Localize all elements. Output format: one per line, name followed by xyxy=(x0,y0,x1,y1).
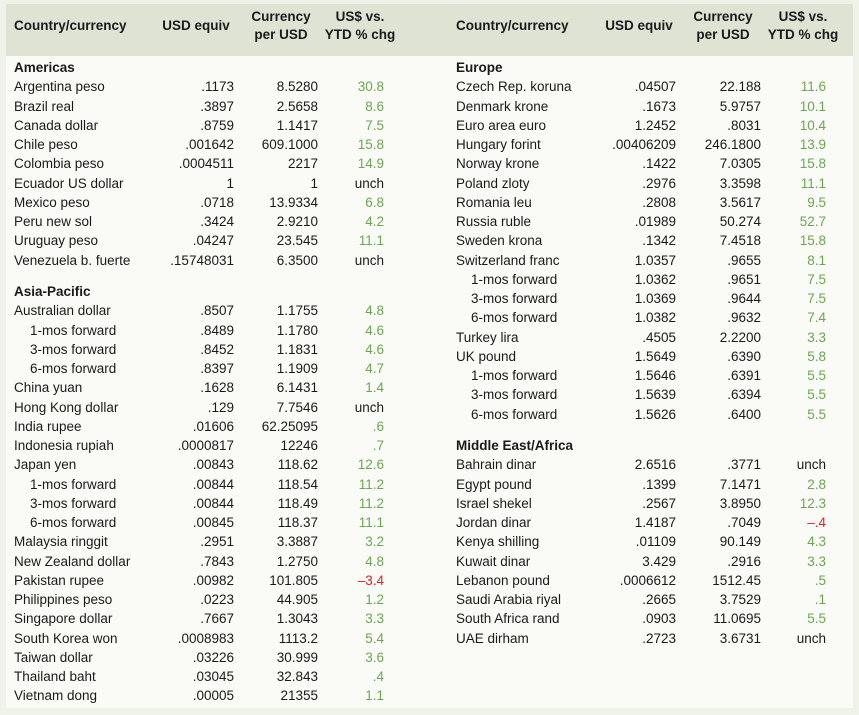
ytd-change-value: 9.5 xyxy=(807,195,826,210)
currency-per-usd-value: .9632 xyxy=(727,310,761,325)
usd-equiv-value: 1.0369 xyxy=(634,291,676,306)
currency-per-usd-value: 1.1417 xyxy=(276,118,318,133)
currency-name: 1-mos forward xyxy=(30,323,117,338)
table-row xyxy=(0,328,859,347)
ytd-change-value: 11.1 xyxy=(800,176,826,191)
ytd-change-value: 3.6 xyxy=(365,650,384,665)
currency-per-usd-value: 7.4518 xyxy=(719,233,761,248)
currency-per-usd-value: 22.188 xyxy=(719,79,761,94)
table-row xyxy=(0,308,859,327)
ytd-change-value: 8.6 xyxy=(365,99,384,114)
currency-per-usd-value: 1.1780 xyxy=(276,323,318,338)
currency-name: Romania leu xyxy=(456,195,532,210)
currency-per-usd-value: 118.62 xyxy=(277,457,318,472)
currency-per-usd-value: 23.545 xyxy=(276,233,318,248)
currency-name: Hong Kong dollar xyxy=(14,400,119,415)
ytd-change-value: .6 xyxy=(372,419,384,434)
currency-per-usd-value: .8031 xyxy=(727,118,761,133)
currency-per-usd-value: 1.1909 xyxy=(276,361,318,376)
table-row xyxy=(0,571,859,590)
ytd-change-value: 4.6 xyxy=(365,342,384,357)
ytd-change-value: 3.3 xyxy=(807,330,826,345)
currency-name: 3-mos forward xyxy=(471,387,558,402)
ytd-change-value: .5 xyxy=(814,573,826,588)
table-row xyxy=(0,590,859,609)
table-row xyxy=(0,552,859,571)
section-title: Middle East/Africa xyxy=(456,438,574,453)
currency-per-usd-value: 3.8950 xyxy=(719,496,761,511)
currency-per-usd-value: 1.1755 xyxy=(276,303,318,318)
currency-name: Saudi Arabia riyal xyxy=(456,592,562,607)
ytd-change-value: 8.1 xyxy=(807,253,826,268)
currency-name: Argentina peso xyxy=(14,79,105,94)
currency-per-usd-value: 609.1000 xyxy=(261,137,318,152)
currency-name: Colombia peso xyxy=(14,156,105,171)
ytd-change-value: 5.5 xyxy=(807,611,826,626)
usd-equiv-value: 1.0357 xyxy=(634,253,676,268)
currency-per-usd-value: .3771 xyxy=(727,457,761,472)
usd-equiv-value: .8397 xyxy=(200,361,234,376)
ytd-change-value: –.4 xyxy=(807,515,826,530)
table-row xyxy=(0,455,859,474)
currency-name: Japan yen xyxy=(14,457,77,472)
usd-equiv-value: .00982 xyxy=(192,573,234,588)
currency-name: Denmark krone xyxy=(456,99,549,114)
table-row xyxy=(0,154,859,173)
currency-name: Poland zloty xyxy=(456,176,530,191)
ytd-change-value: 10.4 xyxy=(799,118,826,133)
usd-equiv-value: .2976 xyxy=(642,176,676,191)
currency-per-usd-value: 2.2200 xyxy=(719,330,761,345)
currency-per-usd-value: 1113.2 xyxy=(278,631,318,646)
table-row xyxy=(0,366,859,385)
currency-per-usd-value: 2.9210 xyxy=(276,214,318,229)
usd-equiv-value: .3424 xyxy=(200,214,234,229)
currency-name: Thailand baht xyxy=(14,669,96,684)
currency-name: Kenya shilling xyxy=(456,534,540,549)
currency-per-usd-value: .7049 xyxy=(727,515,761,530)
currency-per-usd-value: .6390 xyxy=(727,349,761,364)
currency-name: 3-mos forward xyxy=(30,342,117,357)
currency-name: Taiwan dollar xyxy=(14,650,93,665)
table-row xyxy=(0,231,859,250)
ytd-change-value: 5.8 xyxy=(807,349,826,364)
currency-name: Jordan dinar xyxy=(456,515,532,530)
currency-name: 6-mos forward xyxy=(471,310,558,325)
usd-equiv-value: .0008983 xyxy=(177,631,234,646)
usd-equiv-value: 1 xyxy=(226,176,234,191)
currency-per-usd-value: 3.6731 xyxy=(719,631,761,646)
section-title: Asia-Pacific xyxy=(14,284,91,299)
ytd-change-value: .1 xyxy=(814,592,826,607)
usd-equiv-value: .0006612 xyxy=(619,573,676,588)
usd-equiv-value: .2808 xyxy=(642,195,676,210)
currency-per-usd-value: 13.9334 xyxy=(269,195,318,210)
ytd-change-value: 13.9 xyxy=(799,137,826,152)
usd-equiv-value: .3897 xyxy=(200,99,234,114)
currency-name: Venezuela b. fuerte xyxy=(14,253,131,268)
ytd-change-value: 15.8 xyxy=(799,233,826,248)
ytd-change-value: 15.8 xyxy=(357,137,384,152)
ytd-change-value: 7.5 xyxy=(365,118,384,133)
usd-equiv-value: .1673 xyxy=(642,99,676,114)
usd-equiv-value: .01109 xyxy=(635,534,676,549)
header-country-right: Country/currency xyxy=(456,18,569,33)
usd-equiv-value: .03045 xyxy=(192,669,234,684)
currency-name: Bahrain dinar xyxy=(456,457,537,472)
currency-name: 6-mos forward xyxy=(30,515,117,530)
header-country-left: Country/currency xyxy=(14,18,127,33)
currency-per-usd-value: .6394 xyxy=(727,387,761,402)
usd-equiv-value: .04247 xyxy=(192,233,234,248)
header-usd-equiv-left: USD equiv xyxy=(162,18,230,33)
ytd-change-value: .4 xyxy=(372,669,384,684)
usd-equiv-value: .00406209 xyxy=(612,137,676,152)
usd-equiv-value: .1399 xyxy=(642,477,676,492)
usd-equiv-value: .8452 xyxy=(200,342,234,357)
usd-equiv-value: .00005 xyxy=(192,688,234,703)
usd-equiv-value: .7843 xyxy=(200,554,234,569)
usd-equiv-value: 1.5639 xyxy=(634,387,676,402)
usd-equiv-value: .8489 xyxy=(200,323,234,338)
currency-name: Turkey lira xyxy=(456,330,519,345)
table-row xyxy=(0,686,859,705)
usd-equiv-value: .01989 xyxy=(634,214,676,229)
currency-per-usd-value: .2916 xyxy=(727,554,761,569)
currency-name: Ecuador US dollar xyxy=(14,176,124,191)
currency-name: 1-mos forward xyxy=(471,272,558,287)
currency-name: Sweden krona xyxy=(456,233,543,248)
currency-per-usd-value: 7.1471 xyxy=(719,477,761,492)
currency-name: Australian dollar xyxy=(14,303,111,318)
table-row xyxy=(0,193,859,212)
currency-name: Lebanon pound xyxy=(456,573,550,588)
usd-equiv-value: .1628 xyxy=(200,380,234,395)
currency-name: Peru new sol xyxy=(14,214,93,229)
ytd-change-value: 7.5 xyxy=(807,291,826,306)
usd-equiv-value: .00844 xyxy=(192,477,234,492)
table-row xyxy=(0,347,859,366)
currency-per-usd-value: 2217 xyxy=(287,156,318,171)
usd-equiv-value: .0903 xyxy=(642,611,676,626)
usd-equiv-value: .0718 xyxy=(200,195,234,210)
currency-name: Hungary forint xyxy=(456,137,541,152)
currency-name: Egypt pound xyxy=(456,477,532,492)
currency-per-usd-value: 3.5617 xyxy=(719,195,761,210)
currency-per-usd-value: .6400 xyxy=(727,407,761,422)
ytd-change-value: 11.2 xyxy=(358,477,384,492)
header-ytd-left: US$ vs. YTD % chg xyxy=(324,9,396,42)
ytd-change-value: 4.3 xyxy=(807,534,826,549)
currency-name: Uruguay peso xyxy=(14,233,99,248)
currency-per-usd-value: 21355 xyxy=(280,688,318,703)
currency-per-usd-value: 12246 xyxy=(280,438,318,453)
usd-equiv-value: .129 xyxy=(207,400,234,415)
currency-name: 1-mos forward xyxy=(30,477,117,492)
table-row xyxy=(0,532,859,551)
usd-equiv-value: 1.0382 xyxy=(634,310,676,325)
currency-name: Russia ruble xyxy=(456,214,532,229)
usd-equiv-value: .04507 xyxy=(634,79,676,94)
currency-per-usd-value: 30.999 xyxy=(276,650,318,665)
usd-equiv-value: 1.5646 xyxy=(634,368,676,383)
currency-name: Norway krone xyxy=(456,156,540,171)
usd-equiv-value: .4505 xyxy=(642,330,676,345)
usd-equiv-value: .2951 xyxy=(200,534,234,549)
currency-name: Indonesia rupiah xyxy=(14,438,114,453)
usd-equiv-value: .7667 xyxy=(200,611,234,626)
currency-per-usd-value: 1 xyxy=(310,176,318,191)
ytd-change-value: 6.8 xyxy=(365,195,384,210)
ytd-change-value: 3.3 xyxy=(365,611,384,626)
usd-equiv-value: .0223 xyxy=(200,592,234,607)
usd-equiv-value: .15748031 xyxy=(170,253,234,268)
header-usd-equiv-right: USD equiv xyxy=(605,18,673,33)
usd-equiv-value: .1342 xyxy=(642,233,676,248)
currency-name: New Zealand dollar xyxy=(14,554,131,569)
table-row xyxy=(0,135,859,154)
currency-per-usd-value: 32.843 xyxy=(276,669,318,684)
currency-per-usd-value: 118.54 xyxy=(277,477,318,492)
currency-per-usd-value: 44.905 xyxy=(276,592,318,607)
ytd-change-value: .7 xyxy=(372,438,384,453)
currency-name: 3-mos forward xyxy=(30,496,117,511)
currency-per-usd-value: 1.3043 xyxy=(276,611,318,626)
usd-equiv-value: .0000817 xyxy=(177,438,234,453)
table-row xyxy=(0,513,859,532)
currency-per-usd-value: .9644 xyxy=(727,291,761,306)
ytd-change-value: 4.2 xyxy=(365,214,384,229)
currency-per-usd-value: 3.3598 xyxy=(719,176,761,191)
ytd-change-value: 5.4 xyxy=(365,631,384,646)
table-row xyxy=(0,174,859,193)
usd-equiv-value: .001642 xyxy=(185,137,234,152)
currency-per-usd-value: 118.37 xyxy=(277,515,318,530)
currency-name: China yuan xyxy=(14,380,83,395)
currency-per-usd-value: .6391 xyxy=(727,368,761,383)
table-row xyxy=(0,77,859,96)
currency-name: UK pound xyxy=(456,349,517,364)
table-row xyxy=(0,436,859,455)
currency-name: Singapore dollar xyxy=(14,611,113,626)
currency-name: Pakistan rupee xyxy=(14,573,105,588)
currency-name: 6-mos forward xyxy=(471,407,558,422)
ytd-change-value: 4.8 xyxy=(365,554,384,569)
currency-name: 3-mos forward xyxy=(471,291,558,306)
usd-equiv-value: 1.5649 xyxy=(634,349,676,364)
section-title: Americas xyxy=(14,60,75,75)
usd-equiv-value: .0004511 xyxy=(178,156,234,171)
ytd-change-value: unch xyxy=(354,400,384,415)
ytd-change-value: 11.2 xyxy=(358,496,384,511)
currency-per-usd-value: 1.2750 xyxy=(276,554,318,569)
currency-name: Chile peso xyxy=(14,137,78,152)
table-row xyxy=(0,251,859,270)
usd-equiv-value: .2723 xyxy=(642,631,676,646)
currency-per-usd-value: .9655 xyxy=(727,253,761,268)
ytd-change-value: 4.7 xyxy=(365,361,384,376)
currency-per-usd-value: 101.805 xyxy=(269,573,318,588)
usd-equiv-value: .2665 xyxy=(642,592,676,607)
ytd-change-value: 1.1 xyxy=(365,688,384,703)
usd-equiv-value: 1.5626 xyxy=(634,407,676,422)
ytd-change-value: unch xyxy=(796,631,826,646)
currency-name: South Korea won xyxy=(14,631,118,646)
ytd-change-value: unch xyxy=(796,457,826,472)
usd-equiv-value: 1.2452 xyxy=(634,118,676,133)
usd-equiv-value: .1422 xyxy=(642,156,676,171)
currency-per-usd-value: 8.5280 xyxy=(276,79,318,94)
ytd-change-value: –3.4 xyxy=(357,573,384,588)
ytd-change-value: 10.1 xyxy=(799,99,826,114)
table-row xyxy=(0,270,859,289)
usd-equiv-value: 1.4187 xyxy=(634,515,676,530)
usd-equiv-value: 3.429 xyxy=(642,554,676,569)
currency-per-usd-value: 2.5658 xyxy=(276,99,318,114)
table-row xyxy=(0,609,859,628)
currency-per-usd-value: 62.25095 xyxy=(261,419,318,434)
currency-per-usd-value: 11.0695 xyxy=(713,611,761,626)
usd-equiv-value: .2567 xyxy=(642,496,676,511)
currency-per-usd-value: 50.274 xyxy=(719,214,761,229)
table-row xyxy=(0,405,859,424)
currency-name: Philippines peso xyxy=(14,592,113,607)
ytd-change-value: 4.6 xyxy=(365,323,384,338)
table-row xyxy=(0,629,859,648)
currency-name: 1-mos forward xyxy=(471,368,558,383)
ytd-change-value: 2.8 xyxy=(807,477,826,492)
currency-name: South Africa rand xyxy=(456,611,560,626)
ytd-change-value: 11.1 xyxy=(358,515,384,530)
table-row xyxy=(0,97,859,116)
ytd-change-value: unch xyxy=(354,176,384,191)
usd-equiv-value: .00845 xyxy=(192,515,234,530)
usd-equiv-value: .00843 xyxy=(192,457,234,472)
currency-per-usd-value: 7.7546 xyxy=(276,400,318,415)
table-row xyxy=(0,648,859,667)
currency-name: Euro area euro xyxy=(456,118,547,133)
currency-per-usd-value: 90.149 xyxy=(719,534,761,549)
table-row xyxy=(0,289,859,308)
table-row xyxy=(0,667,859,686)
usd-equiv-value: 2.6516 xyxy=(634,457,676,472)
currency-name: Brazil real xyxy=(14,99,75,114)
ytd-change-value: 7.5 xyxy=(807,272,826,287)
currency-name: Kuwait dinar xyxy=(456,554,531,569)
usd-equiv-value: .8507 xyxy=(200,303,234,318)
ytd-change-value: 52.7 xyxy=(799,214,826,229)
usd-equiv-value: .00844 xyxy=(192,496,234,511)
usd-equiv-value: 1.0362 xyxy=(634,272,676,287)
header-ytd-right: US$ vs. YTD % chg xyxy=(767,9,839,42)
currency-per-usd-value: 118.49 xyxy=(277,496,318,511)
ytd-change-value: 1.2 xyxy=(365,592,384,607)
currency-name: Malaysia ringgit xyxy=(14,534,108,549)
currency-name: Mexico peso xyxy=(14,195,90,210)
section-title: Europe xyxy=(456,60,503,75)
currency-per-usd-value: 3.7529 xyxy=(719,592,761,607)
usd-equiv-value: .01606 xyxy=(192,419,234,434)
ytd-change-value: 5.5 xyxy=(807,368,826,383)
currency-per-usd-value: 246.1800 xyxy=(704,137,761,152)
table-row xyxy=(0,212,859,231)
currency-per-usd-value: 3.3887 xyxy=(276,534,318,549)
currency-per-usd-value: 5.9757 xyxy=(719,99,761,114)
currency-per-usd-value: 1.1831 xyxy=(276,342,318,357)
table-row xyxy=(0,116,859,135)
currency-name: UAE dirham xyxy=(456,631,529,646)
ytd-change-value: 15.8 xyxy=(799,156,826,171)
ytd-change-value: unch xyxy=(354,253,384,268)
currency-name: Israel shekel xyxy=(456,496,532,511)
header-per-usd-left: Currency per USD xyxy=(251,9,311,42)
ytd-change-value: 12.6 xyxy=(357,457,384,472)
ytd-change-value: 5.5 xyxy=(807,387,826,402)
table-row xyxy=(0,385,859,404)
ytd-change-value: 14.9 xyxy=(357,156,384,171)
ytd-change-value: 7.4 xyxy=(807,310,826,325)
ytd-change-value: 4.8 xyxy=(365,303,384,318)
currency-name: Vietnam dong xyxy=(14,688,98,703)
ytd-change-value: 12.3 xyxy=(799,496,826,511)
ytd-change-value: 3.2 xyxy=(365,534,384,549)
currency-name: India rupee xyxy=(14,419,82,434)
currency-per-usd-value: .9651 xyxy=(727,272,761,287)
ytd-change-value: 3.3 xyxy=(807,554,826,569)
usd-equiv-value: .1173 xyxy=(201,79,234,94)
currency-per-usd-value: 6.3500 xyxy=(276,253,318,268)
currency-per-usd-value: 6.1431 xyxy=(276,380,318,395)
header-per-usd-right: Currency per USD xyxy=(693,9,753,42)
table-row xyxy=(0,475,859,494)
currency-name: Switzerland franc xyxy=(456,253,560,268)
currency-per-usd-value: 1512.45 xyxy=(712,573,761,588)
table-row xyxy=(0,494,859,513)
usd-equiv-value: .8759 xyxy=(200,118,234,133)
ytd-change-value: 11.6 xyxy=(800,79,826,94)
ytd-change-value: 30.8 xyxy=(357,79,384,94)
currency-name: 6-mos forward xyxy=(30,361,117,376)
currency-per-usd-value: 7.0305 xyxy=(719,156,761,171)
ytd-change-value: 1.4 xyxy=(365,380,384,395)
currency-name: Canada dollar xyxy=(14,118,99,133)
currency-name: Czech Rep. koruna xyxy=(456,79,572,94)
ytd-change-value: 5.5 xyxy=(807,407,826,422)
ytd-change-value: 11.1 xyxy=(358,233,384,248)
usd-equiv-value: .03226 xyxy=(192,650,234,665)
